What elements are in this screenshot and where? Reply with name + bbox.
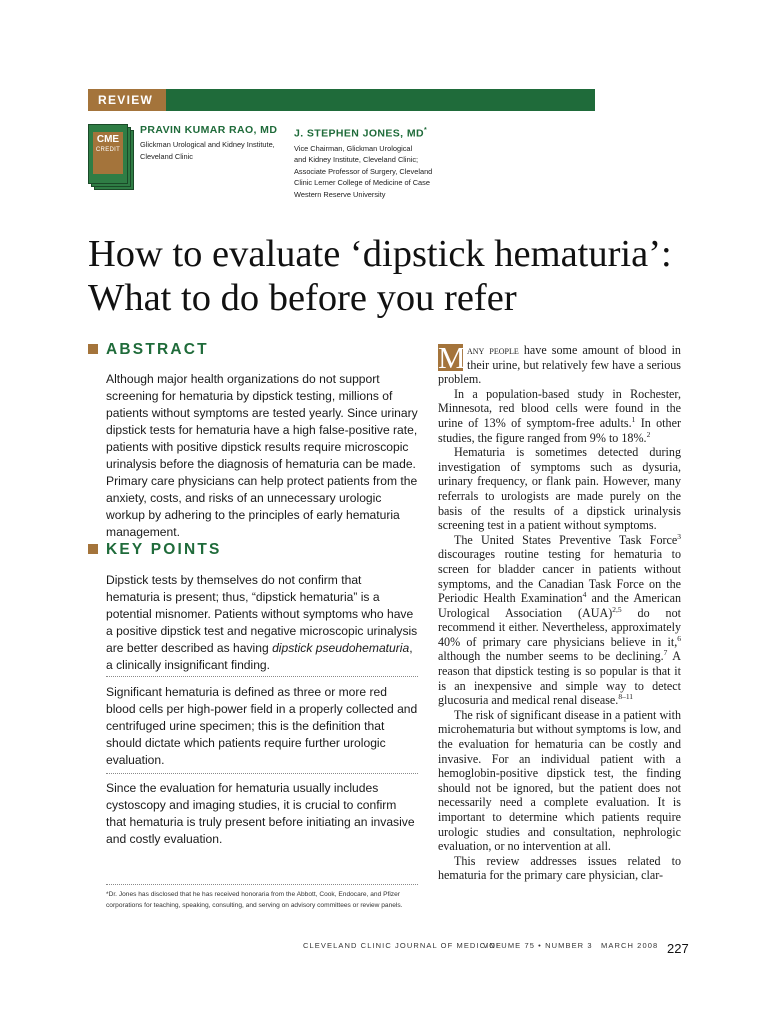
paragraph (438, 533, 681, 708)
citation-ref: 6 (677, 633, 681, 643)
paragraph (438, 708, 681, 854)
key-points-heading: KEY POINTS (88, 541, 222, 559)
text-run: The United States Preventive Task Force (454, 532, 678, 547)
key-point: Dipstick tests by themselves do not confirm that hematuria is present; thus, “dipstick hematuria” is a potential misnomer. Patients without symptoms who have a positive dipstick test and negative microscopic urinalysis are better described as having dipstick pseudohematuria, a clinically insignificant finding. (106, 573, 418, 672)
drop-cap: M (438, 340, 466, 375)
cme-label: CME (96, 134, 120, 145)
key-point: Since the evaluation for hematuria usually includes cystoscopy and imaging studies, it is crucial to confirm that hematuria is truly present before initiating an invasive and costly evaluation. (106, 781, 415, 846)
text-run: do not recommend it either. Nevertheless, approximately 40% of primary care physicians believe in it, (438, 605, 681, 649)
issue-date: MARCH 2008 (601, 941, 659, 950)
journal-name: CLEVELAND CLINIC JOURNAL OF MEDICINE (303, 941, 502, 950)
text-run: This review addresses issues related to hematuria for the primary care physician, clar- (438, 853, 681, 883)
text-run: The risk of significant disease in a patient with microhematuria but without symptoms is low, and the evaluation for hematuria can be costly and invasive. For an individual patient with a hemoglobin-positive dipstick test, the finding should not be ignored, but the patient does not necessarily need a complete evaluation. It is important to determine which patients require urologic studies and consultation, nephrologic evaluation, or no intervention at all. (438, 707, 681, 854)
key-point: Significant hematuria is defined as three or more red blood cells per high-power field in a properly collected and centrifuged urine specimen; this is the definition that should dictate which patients require further urologic evaluation. (106, 685, 418, 767)
divider (106, 884, 418, 885)
paragraph (438, 445, 681, 533)
author-affiliation: Glickman Urological and Kidney Institute, Cleveland Clinic (140, 140, 275, 161)
author-2 (294, 124, 464, 200)
text-run: In other studies, the figure ranged from 9% to 18%. (438, 415, 681, 445)
square-bullet-icon (88, 544, 98, 554)
paragraph (438, 387, 681, 445)
body-column (438, 340, 681, 883)
text-run: although the number seems to be declining. (438, 649, 664, 664)
text-run: A reason that dipstick testing is so popular is that it is an inexpensive and simple way to detect glucosuria and medical renal disease. (438, 649, 681, 708)
page-footer (303, 939, 689, 956)
article-title: How to evaluate ‘dipstick hematuria’: What to do before you refer (88, 233, 672, 319)
divider (106, 676, 418, 677)
abstract-text: Although major health organizations do not support screening for hematuria by dipstick testing, millions of patients without symptoms are tested yearly. Since urinary dipstick tests for hematuria have a high false-positive rate, patients with positive dipstick results require microscopic urinalysis before the diagnosis of hematuria can be made. Primary care physicians can help protect patients from the anxiety, costs, and risks of an unnecessary urologic workup by adhering to the principles of early hematuria management. (106, 372, 418, 539)
author-name: J. STEPHEN JONES, MD* (294, 127, 428, 140)
cme-credit-label: CREDIT (95, 147, 121, 153)
citation-ref: 8–11 (618, 692, 634, 702)
section-label: REVIEW (88, 89, 166, 111)
text-run: In a population-based study in Rochester, Minnesota, red blood cells were found in the urine of 13% of symptom-free adults. (438, 386, 681, 430)
paragraph (438, 854, 681, 883)
cme-credit-badge (88, 124, 133, 189)
square-bullet-icon (88, 344, 98, 354)
page-number: 227 (667, 941, 689, 956)
abstract-heading: ABSTRACT (88, 341, 209, 359)
divider (106, 773, 418, 774)
citation-ref: 2 (646, 429, 651, 439)
footnote: *Dr. Jones has disclosed that he has received honoraria from the Abbott, Cook, Endocare, and Pfizer corporations for teaching, speaking, consulting, and serving on advisory committees or review panels. (106, 891, 403, 909)
text-run: and the American Urological Association (AUA) (438, 591, 681, 620)
citation-ref: 4 (582, 590, 587, 600)
author-1 (140, 124, 288, 162)
citation-ref: 3 (677, 531, 681, 541)
text-run: discourages routine testing for hematuria to screen for bladder cancer in patients without symptoms, and the Canadian Task Force on the Periodic Health Examination (438, 547, 681, 606)
text-run: Hematuria is sometimes detected during investigation of symptoms such as dysuria, urinary frequency, or flank pain. However, many referrals to urologists are made purely on the basis of the results of a dipstick urinalysis screening test in a patient without symptoms. (438, 445, 681, 533)
volume-number: VOLUME 75 • NUMBER 3 (483, 941, 593, 950)
citation-ref: 7 (663, 648, 668, 658)
author-name: PRAVIN KUMAR RAO, MD (140, 124, 278, 136)
paragraph: M any people have some amount of blood in their urine, but relatively few have a serious problem. (438, 340, 681, 387)
citation-ref: 2,5 (612, 604, 622, 614)
citation-ref: 1 (631, 414, 636, 424)
author-affiliation: Vice Chairman, Glickman Urological and Kidney Institute, Cleveland Clinic; Associate Professor of Surgery, Cleveland Clinic Lerner College of Medicine of Case Western Reserve University (294, 143, 433, 199)
